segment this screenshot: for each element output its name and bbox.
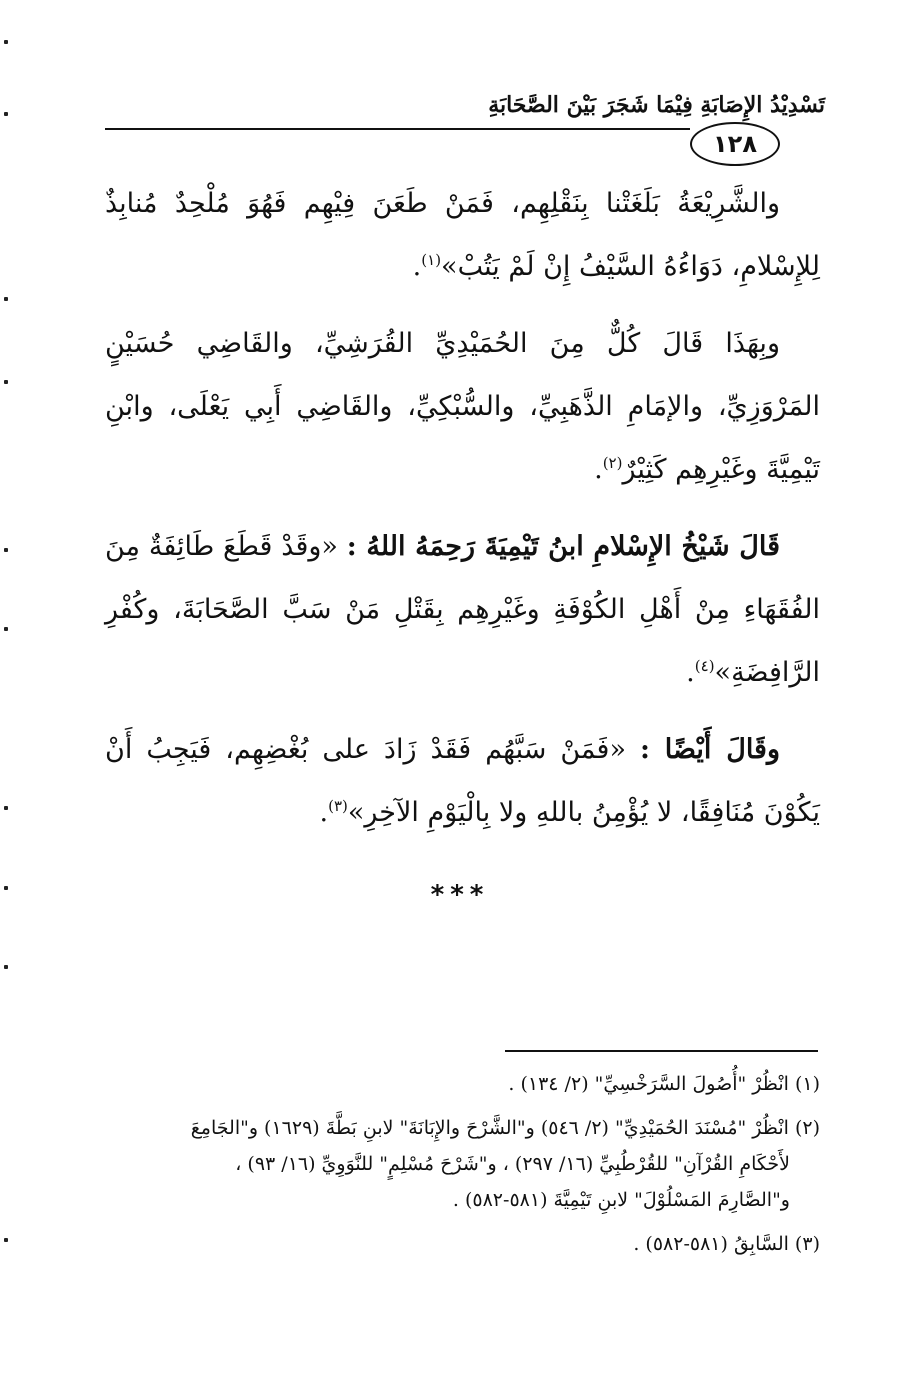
header-rule	[105, 128, 690, 130]
quote-attribution: قَالَ شَيْخُ الإِسْلامِ ابنُ تَيْمِيَةَ رَحِمَهُ اللهُ :	[346, 531, 780, 562]
scan-mark	[4, 1238, 8, 1242]
paragraph	[105, 172, 820, 298]
footnote-ref[interactable]: (٤)	[694, 657, 715, 675]
paragraph	[105, 718, 820, 844]
paragraph-end: .	[412, 251, 422, 282]
scan-mark	[4, 965, 8, 969]
scan-mark	[4, 112, 8, 116]
scan-mark	[4, 380, 8, 384]
footnote-rule	[505, 1050, 818, 1052]
main-text	[105, 172, 820, 844]
page-number: ١٢٨	[690, 122, 780, 166]
running-header-title: تَسْدِيْدُ الإِصَابَةِ فِيْمَا شَجَرَ بَيْنَ الصَّحَابَةِ	[488, 92, 825, 118]
footnote-ref[interactable]: (٣)	[328, 797, 348, 815]
scan-mark	[4, 627, 8, 631]
paragraph-text: والشَّرِيْعَةُ بَلَغَتْنا بِنَقْلِهِم، فَمَنْ طَعَنَ فِيْهِم فَهُوَ مُلْحِدٌ مُنابِذٌ لِلإِسْلامِ، دَوَاءُهُ السَّيْفُ إِنْ لَمْ يَتُبْ»	[105, 188, 820, 282]
paragraph	[105, 515, 820, 704]
footnote-line: لأَحْكَامِ القُرْآنِ" للقُرْطُبِيِّ (١٦/ ٢٩٧) ، و"شَرْحَ مُسْلِمٍ" للنَّوَوِيِّ (١٦/ ٩٣) ،	[235, 1153, 790, 1175]
footnote-2	[105, 1110, 820, 1218]
scan-mark	[4, 548, 8, 552]
quote-text: «وقَدْ قَطَعَ طَائِفَةٌ مِنَ الفُقَهَاءِ مِنْ أَهْلِ الكُوْفَةِ وغَيْرِهِم بِقَتْلِ مَنْ سَبَّ الصَّحَابَةَ، وكُفْرِ الرَّافِضَةِ»	[105, 531, 820, 688]
footnotes	[105, 1066, 820, 1270]
footnote-line: و"الصَّارِمَ المَسْلُوْلَ" لابنِ تَيْمِيَّةَ (٥٨١-٥٨٢) .	[452, 1189, 790, 1211]
paragraph-end: .	[686, 657, 695, 688]
footnote-ref[interactable]: (١)	[421, 251, 442, 269]
paragraph	[105, 312, 820, 501]
quote-attribution: وقَالَ أَيْضًا :	[639, 734, 780, 765]
quote-text: «فَمَنْ سَبَّهُم فَقَدْ زَادَ على بُغْضِهِم، فَيَجِبُ أَنْ يَكُوْنَ مُنَافِقًا، لا يُؤْمِنُ باللهِ ولا بِالْيَوْمِ الآخِرِ»	[105, 734, 820, 828]
paragraph-end: .	[319, 797, 329, 828]
footnote-ref[interactable]: (٢)	[602, 454, 623, 472]
paragraph-text: وبِهَذَا قَالَ كُلٌّ مِنَ الحُمَيْدِيِّ القُرَشِيِّ، والقَاضِي حُسَيْنٍ المَرْوَزِيِّ، والإمَامِ الذَّهَبِيِّ، والسُّبْكِيِّ، والقَاضِي أَبِي يَعْلَى، وابْنِ تَيْمِيَّةَ وغَيْرِهِم كَثِيْرٌ	[105, 328, 820, 485]
footnote-line: (٢) انْظُرْ "مُسْنَدَ الحُمَيْدِيِّ" (٢/ ٥٤٦) و"الشَّرْحَ والإِبَانَةَ" لابنِ بَطَّةَ (١٦٢٩) و"الجَامِعَ	[190, 1117, 820, 1139]
paragraph-end: .	[594, 454, 603, 485]
scan-mark	[4, 806, 8, 810]
section-separator: ***	[430, 880, 490, 910]
footnote-3: (٣) السَّابِقُ (٥٨١-٥٨٢) .	[633, 1233, 820, 1255]
footnote-1: (١) انْظُرْ "أُصُولَ السَّرَخْسِيِّ" (٢/ ١٣٤) .	[508, 1073, 820, 1095]
scan-mark	[4, 297, 8, 301]
scan-mark	[4, 40, 8, 44]
